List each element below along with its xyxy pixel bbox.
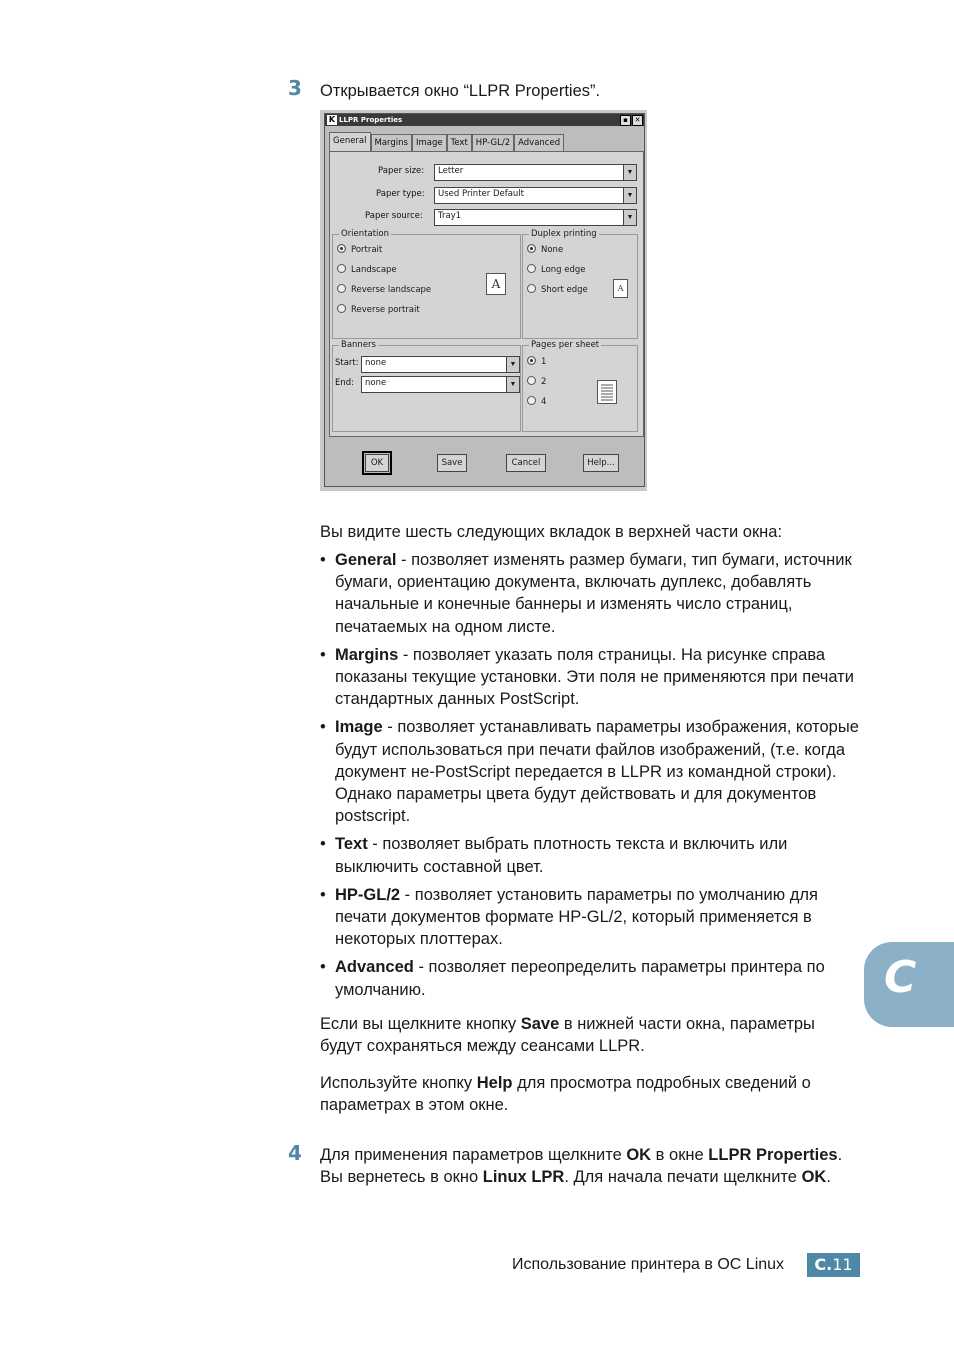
- radio-reverse-landscape[interactable]: [337, 284, 431, 295]
- end-banner-value: none: [365, 378, 387, 388]
- tab-general[interactable]: General: [329, 132, 371, 152]
- duplex-preview-icon: A: [613, 279, 628, 298]
- step-4-part: Для применения параметров щелкните: [320, 1146, 627, 1164]
- radio-pps-4[interactable]: [527, 396, 546, 407]
- radio-portrait[interactable]: [337, 244, 382, 255]
- bullet-text: - позволяет указать поля страницы. На рисунке справа показаны текущие установки. Эти поля не применяются при печати стандартных данных PostScript.: [335, 645, 854, 709]
- bullet-term: Margins: [335, 645, 399, 664]
- list-item: • Advanced - позволяет переопределить параметры принтера по умолчанию.: [320, 958, 825, 999]
- radio-off-icon: [527, 264, 536, 273]
- list-item: • Image - позволяет устанавливать параметры изображения, которые будут использоваться при печати файлов изображений, (т.е. когда документ не-PostScript передается в LLPR из командной строки). Однако параметры цвета будут действовать и для документов postscript.: [320, 718, 859, 826]
- radio-on-icon: [337, 244, 346, 253]
- tab-hpgl2[interactable]: HP-GL/2: [472, 134, 514, 152]
- radio-label: Reverse portrait: [351, 305, 420, 315]
- bullet-term: Advanced: [335, 958, 414, 977]
- orientation-label: Orientation: [341, 229, 389, 239]
- bullet-term: HP-GL/2: [335, 885, 401, 904]
- step-4-term: Linux LPR: [482, 1168, 565, 1186]
- step-4-part: . Вы вернетесь в окно: [320, 1146, 843, 1186]
- bullet-term: Text: [335, 835, 368, 854]
- bullet-text: - позволяет установить параметры по умолчанию для печати документов формате HP-GL/2, который применяется в некоторых плоттерах.: [335, 885, 818, 949]
- step-number-3: 3: [288, 76, 302, 100]
- radio-off-icon: [527, 376, 536, 385]
- ok-button[interactable]: OK: [365, 454, 389, 472]
- step-4-part: .: [826, 1168, 831, 1186]
- save-paragraph: [320, 1013, 860, 1057]
- bullet-term: General: [335, 551, 397, 569]
- radio-pps-2[interactable]: [527, 376, 546, 387]
- radio-off-icon: [337, 284, 346, 293]
- minimize-button[interactable]: ▪: [620, 115, 631, 126]
- paper-source-label: Paper source:: [365, 211, 423, 221]
- dialog-window: [324, 113, 645, 487]
- bullet-text: - позволяет изменять размер бумаги, тип бумаги, источник бумаги, ориентацию документа, включать дуплекс, добавлять начальные и конечные баннеры и изменять число страниц, печатаемых на одном листе.: [335, 551, 852, 636]
- bullet-text: - позволяет устанавливать параметры изображения, которые будут использоваться при печати файлов изображений, (т.е. когда документ не-PostScript передается в LLPR из командной строки). Однако параметры цвета будут действовать и для документов postscript.: [335, 718, 859, 826]
- paper-source-combo[interactable]: [434, 209, 634, 226]
- general-panel: [329, 151, 644, 437]
- tab-image[interactable]: Image: [412, 134, 447, 152]
- help-button[interactable]: Help...: [583, 454, 619, 472]
- llpr-properties-screenshot: [320, 110, 647, 491]
- tab-advanced[interactable]: Advanced: [514, 134, 564, 152]
- chevron-down-icon[interactable]: ▼: [623, 209, 637, 226]
- end-label: End:: [335, 378, 355, 388]
- radio-on-icon: [527, 356, 536, 365]
- help-para-term: Help: [476, 1074, 513, 1092]
- end-banner-combo[interactable]: [361, 376, 517, 393]
- radio-label: 1: [541, 357, 547, 367]
- radio-landscape[interactable]: [337, 264, 397, 275]
- banners-group: [332, 340, 521, 432]
- radio-label: Long edge: [541, 265, 586, 275]
- footer-title: Использование принтера в ОС Linux: [512, 1256, 785, 1273]
- step-4-term: OK: [626, 1146, 652, 1164]
- paper-size-value: Letter: [438, 166, 464, 176]
- step-4-term: OK: [801, 1168, 827, 1186]
- page-lines-icon: [597, 380, 617, 404]
- step-4-part: в окне: [651, 1146, 709, 1164]
- paper-source-value: Tray1: [438, 211, 462, 221]
- save-button[interactable]: Save: [437, 454, 467, 472]
- chevron-down-icon[interactable]: ▼: [506, 376, 520, 393]
- list-item: • HP-GL/2 - позволяет установить параметры по умолчанию для печати документов формате HP-GL/2, который применяется в некоторых плоттерах.: [320, 885, 818, 949]
- page-num: 11: [832, 1255, 853, 1274]
- paper-type-value: Used Printer Default: [438, 189, 525, 199]
- step-4-term: LLPR Properties: [708, 1146, 838, 1164]
- start-banner-value: none: [365, 358, 387, 368]
- bullet-text: - позволяет переопределить параметры принтера по умолчанию.: [335, 958, 825, 999]
- help-para-text: для просмотра подробных сведений о параметрах в этом окне.: [320, 1074, 811, 1114]
- paper-type-combo[interactable]: [434, 187, 634, 204]
- chevron-down-icon[interactable]: ▼: [623, 187, 637, 204]
- duplex-label: Duplex printing: [531, 229, 597, 239]
- tab-description-list: [320, 549, 860, 1007]
- chapter-tab: [864, 942, 954, 1027]
- radio-long-edge[interactable]: [527, 264, 586, 275]
- radio-off-icon: [337, 304, 346, 313]
- radio-off-icon: [527, 284, 536, 293]
- tab-text[interactable]: Text: [447, 134, 472, 152]
- radio-off-icon: [337, 264, 346, 273]
- page-number: [807, 1253, 860, 1277]
- save-para-text: в нижней части окна, параметры будут сохраняться между сеансами LLPR.: [320, 1015, 815, 1055]
- cancel-button[interactable]: Cancel: [506, 454, 546, 472]
- step-3-text: Открывается окно “LLPR Properties”.: [320, 82, 601, 100]
- pages-per-sheet-group: [522, 340, 638, 432]
- close-button[interactable]: ✕: [632, 115, 643, 126]
- radio-short-edge[interactable]: [527, 284, 588, 295]
- dialog-button-row: [329, 440, 642, 484]
- help-paragraph: [320, 1072, 860, 1116]
- pages-per-sheet-label: Pages per sheet: [531, 340, 600, 350]
- bullet-term: Image: [335, 718, 383, 737]
- tab-margins[interactable]: Margins: [371, 134, 412, 152]
- list-item: • Margins - позволяет указать поля страницы. На рисунке справа показаны текущие установки. Эти поля не применяются при печати стандартных данных PostScript.: [320, 645, 854, 709]
- save-para-term: Save: [520, 1015, 560, 1033]
- help-para-text: Используйте кнопку: [320, 1074, 477, 1092]
- radio-label: Landscape: [351, 265, 397, 275]
- chevron-down-icon[interactable]: ▼: [506, 356, 520, 373]
- page-prefix: C.: [814, 1255, 833, 1274]
- start-label: Start:: [335, 358, 359, 368]
- radio-label: Portrait: [351, 245, 383, 255]
- radio-label: Short edge: [541, 285, 588, 295]
- step-4-text: [320, 1144, 860, 1188]
- orientation-group: [332, 229, 521, 339]
- radio-off-icon: [527, 396, 536, 405]
- tab-bar: [329, 132, 564, 151]
- radio-reverse-portrait[interactable]: [337, 304, 420, 315]
- radio-pps-1[interactable]: [527, 356, 546, 367]
- radio-on-icon: [527, 244, 536, 253]
- list-item: • Text - позволяет выбрать плотность текста и включить или выключить составной цвет.: [320, 835, 788, 876]
- radio-label: None: [541, 245, 564, 255]
- radio-label: 4: [541, 397, 547, 407]
- bullet-text: - позволяет выбрать плотность текста и включить или выключить составной цвет.: [335, 835, 788, 876]
- paper-size-label: Paper size:: [378, 166, 425, 176]
- intro-text: Вы видите шесть следующих вкладок в верхней части окна:: [320, 523, 783, 541]
- duplex-group: [522, 229, 638, 339]
- chapter-letter: C: [884, 952, 917, 1003]
- dialog-title: LLPR Properties: [339, 116, 403, 124]
- title-bar: [325, 114, 644, 126]
- step-number-4: 4: [288, 1141, 302, 1165]
- radio-label: Reverse landscape: [351, 285, 432, 295]
- radio-label: 2: [541, 377, 547, 387]
- chevron-down-icon[interactable]: ▼: [623, 164, 637, 181]
- kde-icon: K: [328, 115, 336, 124]
- paper-type-label: Paper type:: [376, 189, 425, 199]
- banners-label: Banners: [341, 340, 376, 350]
- save-para-text: Если вы щелкните кнопку: [320, 1015, 521, 1033]
- start-banner-combo[interactable]: [361, 356, 517, 373]
- radio-duplex-none[interactable]: [527, 244, 563, 255]
- orientation-preview-icon: A: [486, 273, 506, 295]
- paper-size-combo[interactable]: [434, 164, 634, 181]
- list-item: • General - позволяет изменять размер бумаги, тип бумаги, источник бумаги, ориентацию документа, включать дуплекс, добавлять начальные и конечные баннеры и изменять число страниц, печатаемых на одном листе.: [320, 551, 852, 636]
- step-4-part: . Для начала печати щелкните: [564, 1168, 802, 1186]
